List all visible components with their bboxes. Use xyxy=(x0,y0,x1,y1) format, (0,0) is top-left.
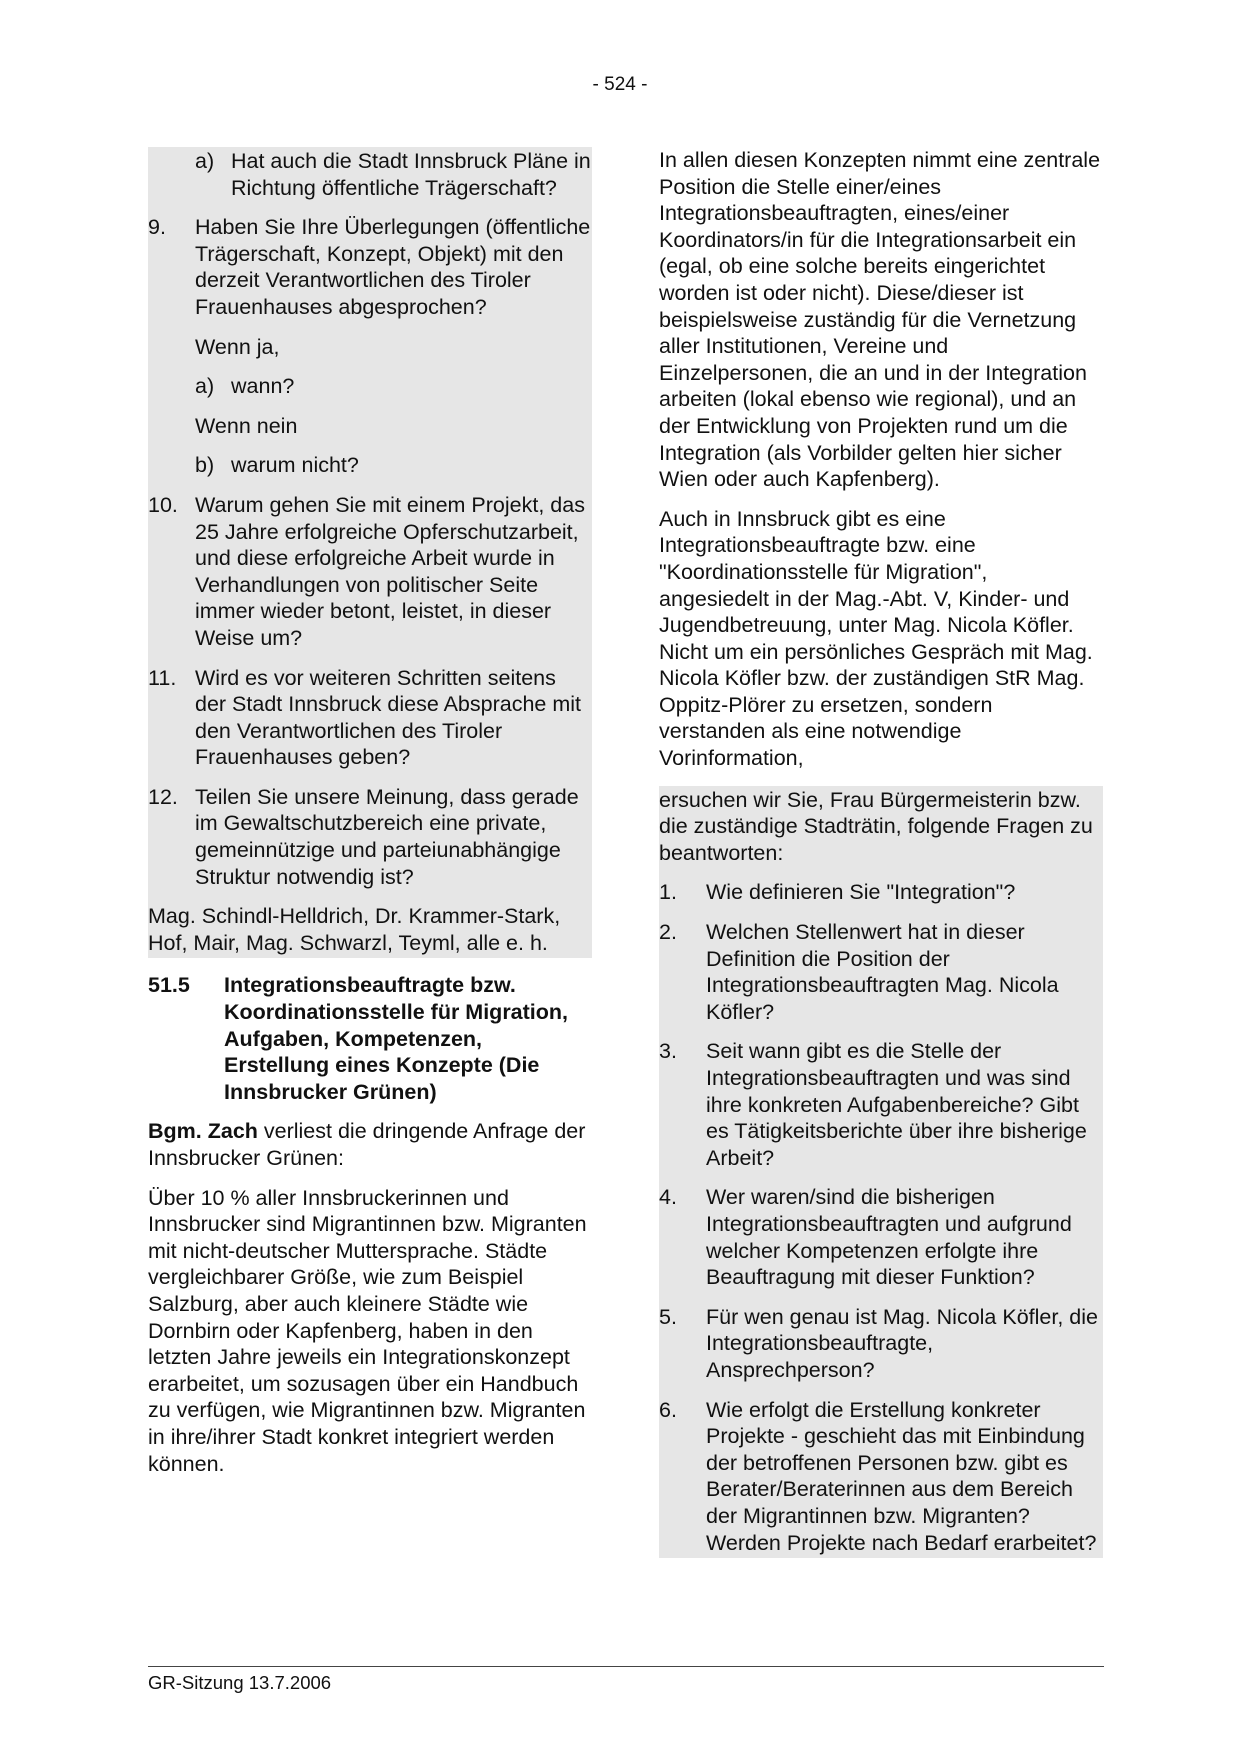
question-9b xyxy=(148,452,592,479)
question-number: 12. xyxy=(148,784,178,809)
question-number: 4. xyxy=(659,1185,677,1210)
question-text: Warum gehen Sie mit einem Projekt, das 25 Jahre erfolgreiche Opferschutzarbeit, und diese erfolgreiche Arbeit wurde in Verhandlungen von politischer Seite immer wieder betont, leistet, in dieser Weise um? xyxy=(195,492,585,650)
question-text: wann? xyxy=(231,374,295,399)
paragraph-concepts: In allen diesen Konzepten nimmt eine zentrale Position die Stelle einer/eines Integrationsbeauftragten, eines/einer Koordinators/in für die Integrationsarbeit ein (egal, ob eine solche bereits eingerichtet worden ist oder nicht). Diese/dieser ist beispielsweise zuständig für die Vernetzung aller Institutionen, Vereine und Einzelpersonen, die an und in der Integration arbeiten (lokal ebenso wie regional), und an der Entwicklung von Projekten rund um die Integration (als Vorbilder gelten hier sicher Wien oder auch Kapfenberg). xyxy=(659,148,1101,492)
question-number: 3. xyxy=(659,1039,677,1064)
intro-paragraph xyxy=(148,1118,592,1171)
right-column xyxy=(659,147,1103,1558)
question-text: Wie definieren Sie "Integration"? xyxy=(706,880,1016,905)
question-12 xyxy=(148,784,592,890)
question-11 xyxy=(148,665,592,771)
question-text: Für wen genau ist Mag. Nicola Köfler, die Integrationsbeauftragte, Ansprechperson? xyxy=(706,1304,1098,1382)
question-4 xyxy=(659,1184,1103,1290)
question-number: 1. xyxy=(659,880,677,905)
request-text: ersuchen wir Sie, Frau Bürgermeisterin bzw. die zuständige Stadträtin, folgende Fragen zu beantworten: xyxy=(659,787,1093,865)
speaker-name: Bgm. Zach xyxy=(148,1119,258,1144)
page-number: - 524 - xyxy=(592,74,648,95)
question-5 xyxy=(659,1304,1103,1384)
question-text: Wird es vor weiteren Schritten seitens der Stadt Innsbruck diese Absprache mit den Verantwortlichen des Tiroler Frauenhauses geben? xyxy=(195,665,582,770)
question-6 xyxy=(659,1397,1103,1557)
question-3 xyxy=(659,1038,1103,1171)
question-number: 6. xyxy=(659,1397,677,1422)
question-10 xyxy=(148,492,592,652)
wenn-nein-text: Wenn nein xyxy=(195,413,298,438)
body-paragraph: Über 10 % aller Innsbruckerinnen und Innsbrucker sind Migrantinnen bzw. Migranten mit nicht-deutscher Muttersprache. Städte vergleichbarer Größe, wie zum Beispiel Salzburg, aber auch kleinere Städte wie Dornbirn oder Kapfenberg, haben in den letzten Jahre jeweils ein Integrationskonzept erarbeitet, um sozusagen über ein Handbuch zu verfügen, wie Migrantinnen bzw. Migranten in ihre/ihrer Stadt konkret integriert werden können. xyxy=(148,1185,587,1476)
left-column xyxy=(148,147,592,1490)
question-9 xyxy=(148,214,592,320)
footer-divider xyxy=(148,1666,1104,1667)
question-label: a) xyxy=(195,374,215,399)
question-label: b) xyxy=(195,453,215,478)
question-8a xyxy=(148,148,592,201)
question-text: Hat auch die Stadt Innsbruck Pläne in Richtung öffentliche Trägerschaft? xyxy=(231,149,591,200)
question-2 xyxy=(659,919,1103,1025)
question-number: 2. xyxy=(659,920,677,945)
question-label: a) xyxy=(195,149,215,173)
signatories: Mag. Schindl-Helldrich, Dr. Krammer-Stark, Hof, Mair, Mag. Schwarzl, Teyml, alle e. h. xyxy=(148,904,561,955)
wenn-ja-text: Wenn ja, xyxy=(195,334,280,359)
question-text: Welchen Stellenwert hat in dieser Definition die Position der Integrationsbeauftragten Mag. Nicola Köfler? xyxy=(706,920,1059,1024)
question-number: 9. xyxy=(148,215,166,240)
question-text: Wer waren/sind die bisherigen Integrationsbeauftragten und aufgrund welcher Kompetenzen erfolgte ihre Beauftragung mit dieser Funktion? xyxy=(706,1185,1072,1290)
question-text: warum nicht? xyxy=(231,453,359,478)
left-quoted-block xyxy=(148,147,592,958)
section-title: Integrationsbeauftragte bzw. Koordinationsstelle für Migration, Aufgaben, Kompetenzen, Erstellung eines Konzepte (Die Innsbrucker Grünen) xyxy=(224,973,569,1104)
footer-text: GR-Sitzung 13.7.2006 xyxy=(148,1672,332,1693)
question-number: 5. xyxy=(659,1304,677,1329)
question-text: Seit wann gibt es die Stelle der Integrationsbeauftragten und was sind ihre konkreten Aufgabenbereiche? Gibt es Tätigkeitsberichte über ihre bisherige Arbeit? xyxy=(706,1039,1087,1170)
question-1 xyxy=(659,879,1103,906)
question-number: 10. xyxy=(148,492,178,517)
question-number: 11. xyxy=(148,665,177,690)
right-quoted-block xyxy=(659,786,1103,1558)
question-text: Haben Sie Ihre Überlegungen (öffentliche Trägerschaft, Konzept, Objekt) mit den derzeit Verantwortlichen des Tiroler Frauenhauses abgesprochen? xyxy=(195,215,591,319)
section-heading xyxy=(148,972,592,1105)
question-9a xyxy=(148,373,592,400)
intro-text: verliest die dringende Anfrage der Innsbrucker Grünen: xyxy=(148,1119,586,1170)
section-number: 51.5 xyxy=(148,973,190,998)
paragraph-innsbruck: Auch in Innsbruck gibt es eine Integrationsbeauftragte bzw. eine "Koordinationsstelle für Migration", angesiedelt in der Mag.-Abt. V, Kinder- und Jugendbetreuung, unter Mag. Nicola Köfler. Nicht um ein persönliches Gespräch mit Mag. Nicola Köfler bzw. der zuständigen StR Mag. Oppitz-Plörer zu ersetzen, sondern verstanden als eine notwendige Vorinformation, xyxy=(659,506,1093,771)
question-text: Wie erfolgt die Erstellung konkreter Projekte - geschieht das mit Einbindung der betroffenen Personen bzw. gibt es Berater/Beraterinnen aus dem Bereich der Migrantinnen bzw. Migranten? Werden Projekte nach Bedarf erarbeitet? xyxy=(706,1397,1097,1555)
question-text: Teilen Sie unsere Meinung, dass gerade im Gewaltschutzbereich eine private, gemeinnützige und parteiunabhängige Struktur notwendig ist? xyxy=(195,784,579,889)
